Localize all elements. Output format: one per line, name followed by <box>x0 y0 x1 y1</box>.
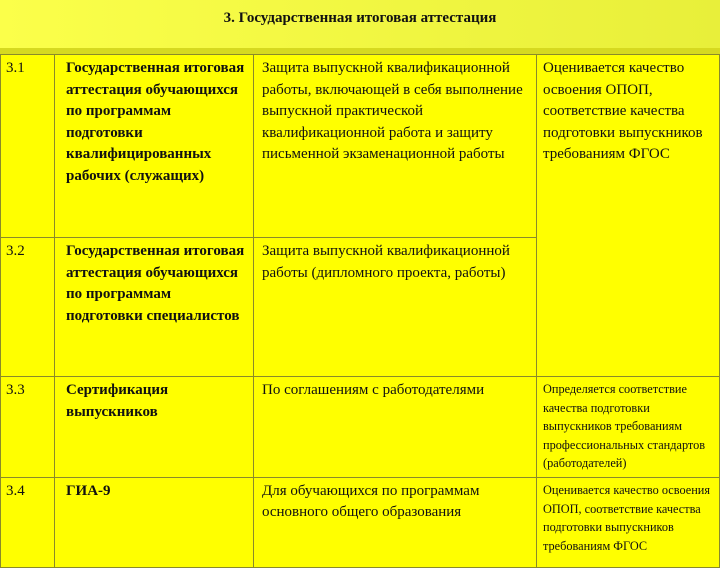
row-evaluation: Оценивается качество освоения ОПОП, соответствие качества подготовки выпускников требованиям ФГОС <box>537 477 720 567</box>
row-number: 3.2 <box>1 238 55 377</box>
attestation-table <box>0 54 720 568</box>
row-name: Сертификация выпускников <box>55 377 254 478</box>
section-title: 3. Государственная итоговая аттестация <box>223 10 497 26</box>
row-evaluation: Оценивается качество освоения ОПОП, соответствие качества подготовки выпускников требованиям ФГОС <box>537 55 720 377</box>
row-evaluation: Определяется соответствие качества подготовки выпускников требованиям профессиональных стандартов (работодателей) <box>537 377 720 478</box>
section-header <box>0 0 720 49</box>
row-form: Защита выпускной квалификационной работы, включающей в себя выполнение выпускной практической квалификационной работа и защиту письменной экзаменационной работы <box>254 55 537 238</box>
row-number: 3.4 <box>1 477 55 567</box>
row-form: Защита выпускной квалификационной работы (дипломного проекта, работы) <box>254 238 537 377</box>
row-form: Для обучающихся по программам основного общего образования <box>254 477 537 567</box>
table-row <box>1 55 720 238</box>
row-name: Государственная итоговая аттестация обучающихся по программам подготовки специалистов <box>55 238 254 377</box>
row-number: 3.1 <box>1 55 55 238</box>
table-row <box>1 477 720 567</box>
row-name: ГИА-9 <box>55 477 254 567</box>
row-form: По соглашениям с работодателями <box>254 377 537 478</box>
table-row <box>1 377 720 478</box>
row-number: 3.3 <box>1 377 55 478</box>
row-name: Государственная итоговая аттестация обучающихся по программам подготовки квалифицированных рабочих (служащих) <box>55 55 254 238</box>
